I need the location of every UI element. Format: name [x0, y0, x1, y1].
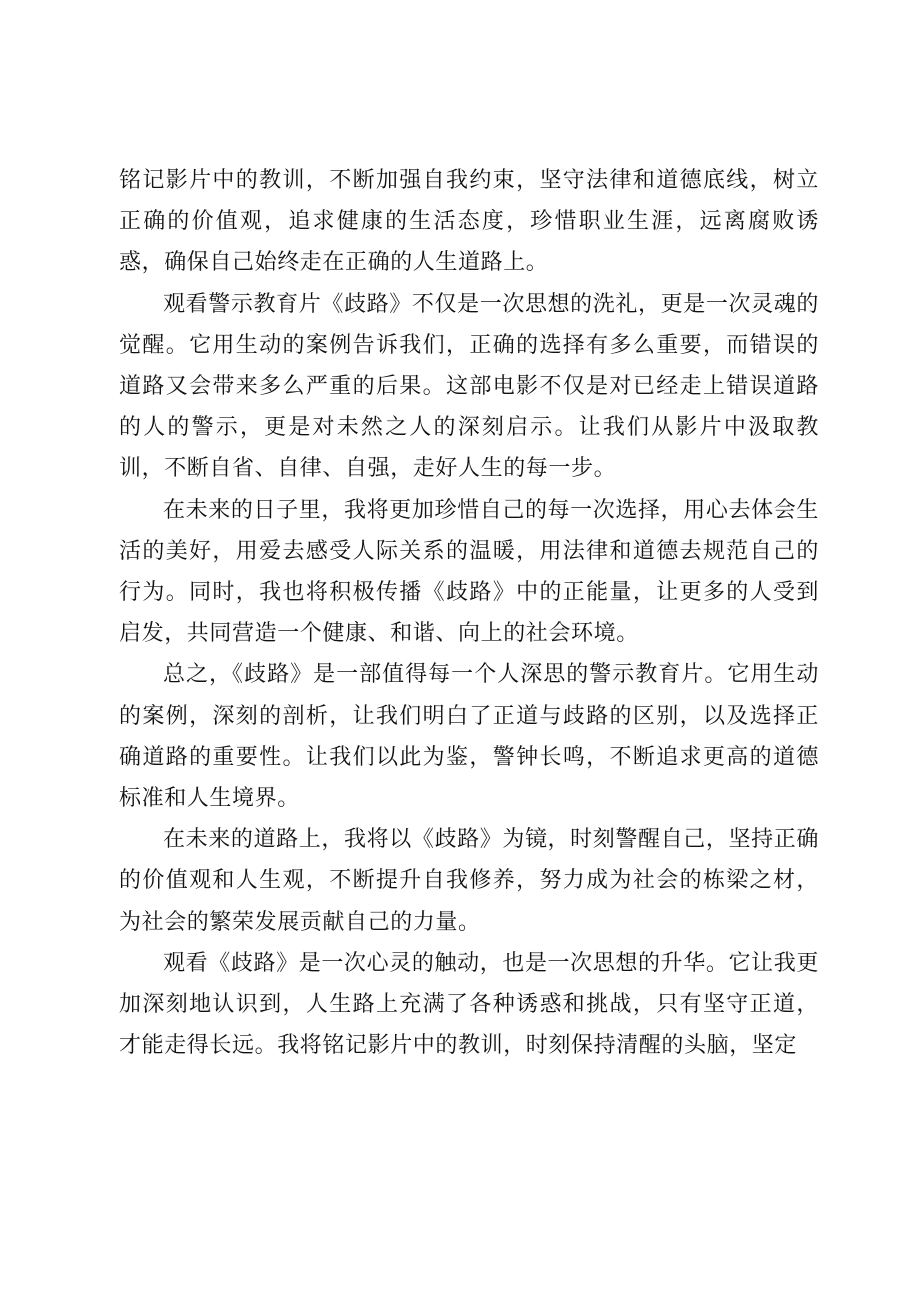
paragraph: 总之，《歧路》是一部值得每一个人深思的警示教育片。它用生动的案例，深刻的剖析，让我们明白了正道与歧路的区别，以及选择正确道路的重要性。让我们以此为鉴，警钟长鸣，不断追求更高的道德标准和人生境界。: [119, 662, 819, 812]
paragraph: 在未来的道路上，我将以《歧路》为镜，时刻警醒自己，坚持正确的价值观和人生观，不断提升自我修养，努力成为社会的栋梁之材，为社会的繁荣发展贡献自己的力量。: [119, 827, 819, 935]
paragraph-continuation: 铭记影片中的教训，不断加强自我约束，坚守法律和道德底线，树立正确的价值观，追求健康的生活态度，珍惜职业生涯，远离腐败诱惑，确保自己始终走在正确的人生道路上。: [119, 168, 819, 276]
paragraph: 观看警示教育片《歧路》不仅是一次思想的洗礼，更是一次灵魂的觉醒。它用生动的案例告诉我们，正确的选择有多么重要，而错误的道路又会带来多么严重的后果。这部电影不仅是对已经走上错误道路的人的警示，更是对未然之人的深刻启示。让我们从影片中汲取教训，不断自省、自律、自强，走好人生的每一步。: [119, 291, 819, 482]
paragraph: 观看《歧路》是一次心灵的触动，也是一次思想的升华。它让我更加深刻地认识到，人生路上充满了各种诱惑和挑战，只有坚守正道，才能走得长远。我将铭记影片中的教训，时刻保持清醒的头脑，坚定: [119, 950, 819, 1059]
document-body: [119, 160, 819, 1066]
paragraph: 在未来的日子里，我将更加珍惜自己的每一次选择，用心去体会生活的美好，用爱去感受人际关系的温暖，用法律和道德去规范自己的行为。同时，我也将积极传播《歧路》中的正能量，让更多的人受到启发，共同营造一个健康、和谐、向上的社会环境。: [119, 497, 819, 647]
